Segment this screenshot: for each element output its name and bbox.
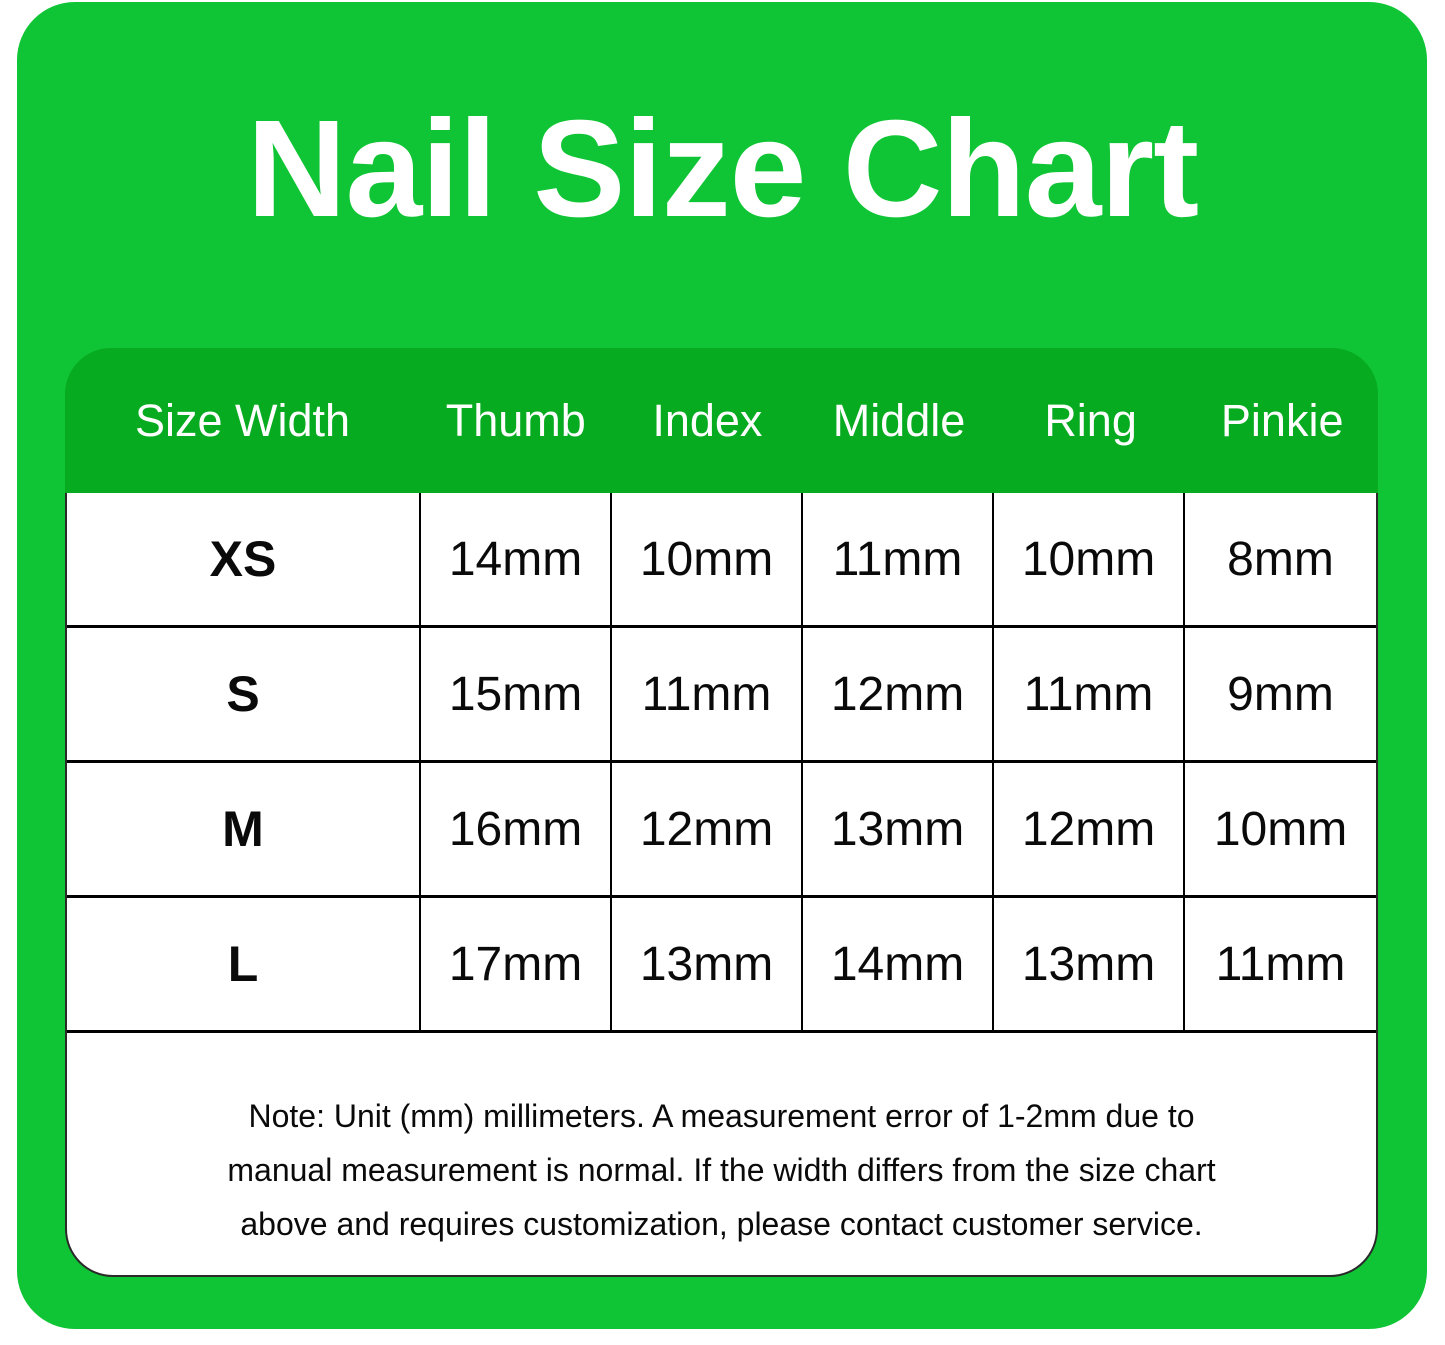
cell-xs-ring: 10mm	[994, 493, 1185, 628]
size-chart-card	[65, 493, 1378, 1277]
size-label-s: S	[67, 628, 421, 763]
cell-s-pinkie: 9mm	[1185, 628, 1376, 763]
table-header-row	[65, 348, 1378, 493]
cell-l-pinkie: 11mm	[1185, 898, 1376, 1033]
size-label-l: L	[67, 898, 421, 1033]
header-cell-ring: Ring	[1044, 394, 1137, 446]
cell-m-middle: 13mm	[803, 763, 994, 898]
page-title: Nail Size Chart	[246, 92, 1199, 246]
cell-s-index: 11mm	[612, 628, 803, 763]
cell-m-thumb: 16mm	[421, 763, 612, 898]
cell-l-thumb: 17mm	[421, 898, 612, 1033]
header-cell-middle: Middle	[832, 394, 966, 446]
note-line-3: above and requires customization, please contact customer service.	[240, 1206, 1203, 1242]
table-row-l	[67, 898, 1376, 1033]
measurement-note	[67, 1033, 1376, 1275]
cell-l-ring: 13mm	[994, 898, 1185, 1033]
cell-xs-index: 10mm	[612, 493, 803, 628]
header-cell-thumb: Thumb	[445, 394, 586, 446]
cell-m-index: 12mm	[612, 763, 803, 898]
size-label-m: M	[67, 763, 421, 898]
header-cell-pinkie: Pinkie	[1220, 394, 1344, 446]
cell-s-ring: 11mm	[994, 628, 1185, 763]
header-cell-index: Index	[652, 394, 763, 446]
cell-s-thumb: 15mm	[421, 628, 612, 763]
cell-xs-thumb: 14mm	[421, 493, 612, 628]
note-line-2: manual measurement is normal. If the width differs from the size chart	[227, 1152, 1216, 1188]
table-row-m	[67, 763, 1376, 898]
cell-m-ring: 12mm	[994, 763, 1185, 898]
header-cell-size-width: Size Width	[134, 394, 351, 446]
size-label-xs: XS	[67, 493, 421, 628]
table-row-xs	[67, 493, 1376, 628]
cell-s-middle: 12mm	[803, 628, 994, 763]
cell-m-pinkie: 10mm	[1185, 763, 1376, 898]
cell-l-middle: 14mm	[803, 898, 994, 1033]
cell-xs-pinkie: 8mm	[1185, 493, 1376, 628]
note-line-1: Note: Unit (mm) millimeters. A measurement error of 1-2mm due to	[248, 1098, 1195, 1134]
table-row-s	[67, 628, 1376, 763]
cell-xs-middle: 11mm	[803, 493, 994, 628]
cell-l-index: 13mm	[612, 898, 803, 1033]
